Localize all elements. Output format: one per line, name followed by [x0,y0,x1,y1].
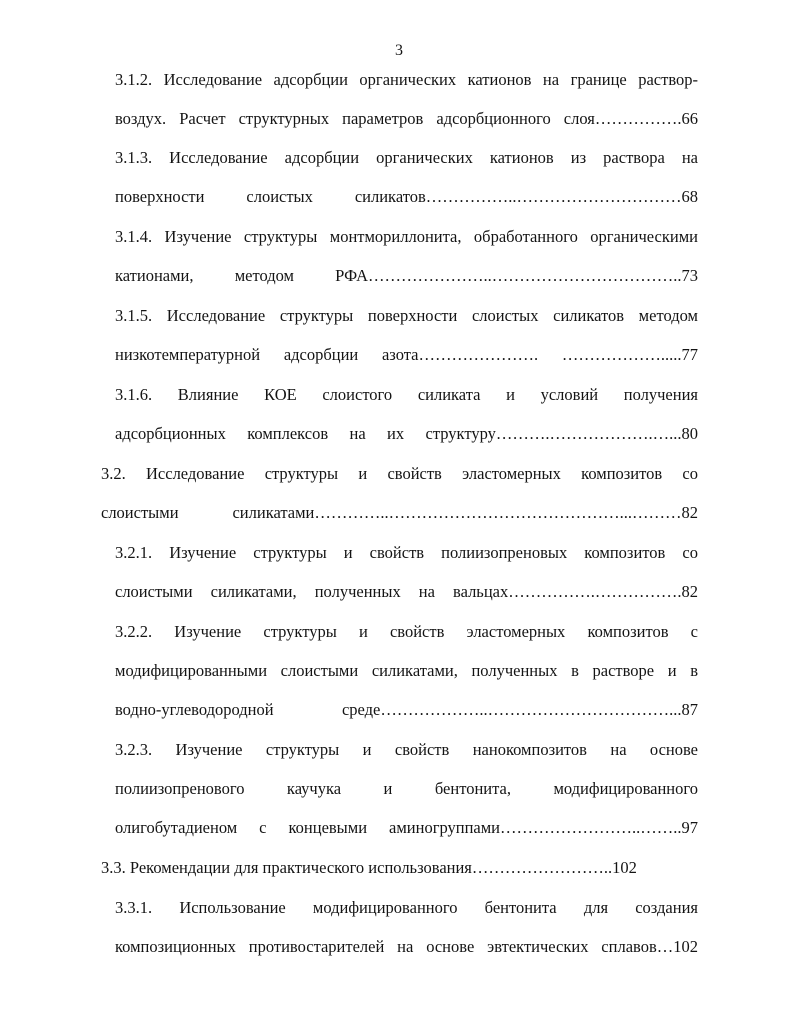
toc-entry-3-2-line-2: слоистыми силикатами…………..……………………………………...………82 [101,503,698,522]
toc-entry-3-2-2-line-1: 3.2.2. Изучение структуры и свойств эластомерных композитов с [115,622,698,641]
toc-entry-3-1-3-line-2: поверхности слоистых силикатов……………..…………………………68 [115,187,698,206]
toc-entry-3-2-3-line-1: 3.2.3. Изучение структуры и свойств нанокомпозитов на основе [115,740,698,759]
toc-entry-3-1-4-line-2: катионами, методом РФА…………………..……………………………..73 [115,266,698,285]
toc-entry-3-3-1-line-2: композиционных противостарителей на основе эвтектических сплавов…102 [115,937,698,956]
toc-entry-3-3-line-1: 3.3. Рекомендации для практического использования……………………..102 [101,858,637,877]
toc-entry-3-2-line-1: 3.2. Исследование структуры и свойств эластомерных композитов со [101,464,698,483]
toc-entry-3-2-3-line-3: олигобутадиеном с концевыми аминогруппами……………………..……..97 [115,818,698,837]
toc-entry-3-3-1-line-1: 3.3.1. Использование модифицированного бентонита для создания [115,898,698,917]
toc-entry-3-1-5-line-1: 3.1.5. Исследование структуры поверхности слоистых силикатов методом [115,306,698,325]
toc-entry-3-2-2-line-3: водно-углеводородной среде………………..……………………………...87 [115,700,698,719]
toc-entry-3-2-2-line-2: модифицированными слоистыми силикатами, полученных в растворе и в [115,661,698,680]
toc-entry-3-1-6-line-1: 3.1.6. Влияние КОЕ слоистого силиката и условий получения [115,385,698,404]
page-number: 3 [395,42,403,59]
toc-entry-3-1-5-line-2: низкотемпературной адсорбции азота…………………. ……………….....77 [115,345,698,364]
toc-entry-3-2-1-line-2: слоистыми силикатами, полученных на вальцах…………….…………….82 [115,582,698,601]
toc-entry-3-1-2-line-2: воздух. Расчет структурных параметров адсорбционного слоя…………….66 [115,109,698,128]
toc-entry-3-1-4-line-1: 3.1.4. Изучение структуры монтмориллонита, обработанного органическими [115,227,698,246]
toc-entry-3-1-3-line-1: 3.1.3. Исследование адсорбции органических катионов из раствора на [115,148,698,167]
toc-entry-3-1-2-line-1: 3.1.2. Исследование адсорбции органических катионов на границе раствор- [115,70,698,89]
toc-entry-3-2-3-line-2: полиизопренового каучука и бентонита, модифицированного [115,779,698,798]
toc-entry-3-1-6-line-2: адсорбционных комплексов на их структуру……….……………….…...80 [115,424,698,443]
toc-entry-3-2-1-line-1: 3.2.1. Изучение структуры и свойств полиизопреновых композитов со [115,543,698,562]
